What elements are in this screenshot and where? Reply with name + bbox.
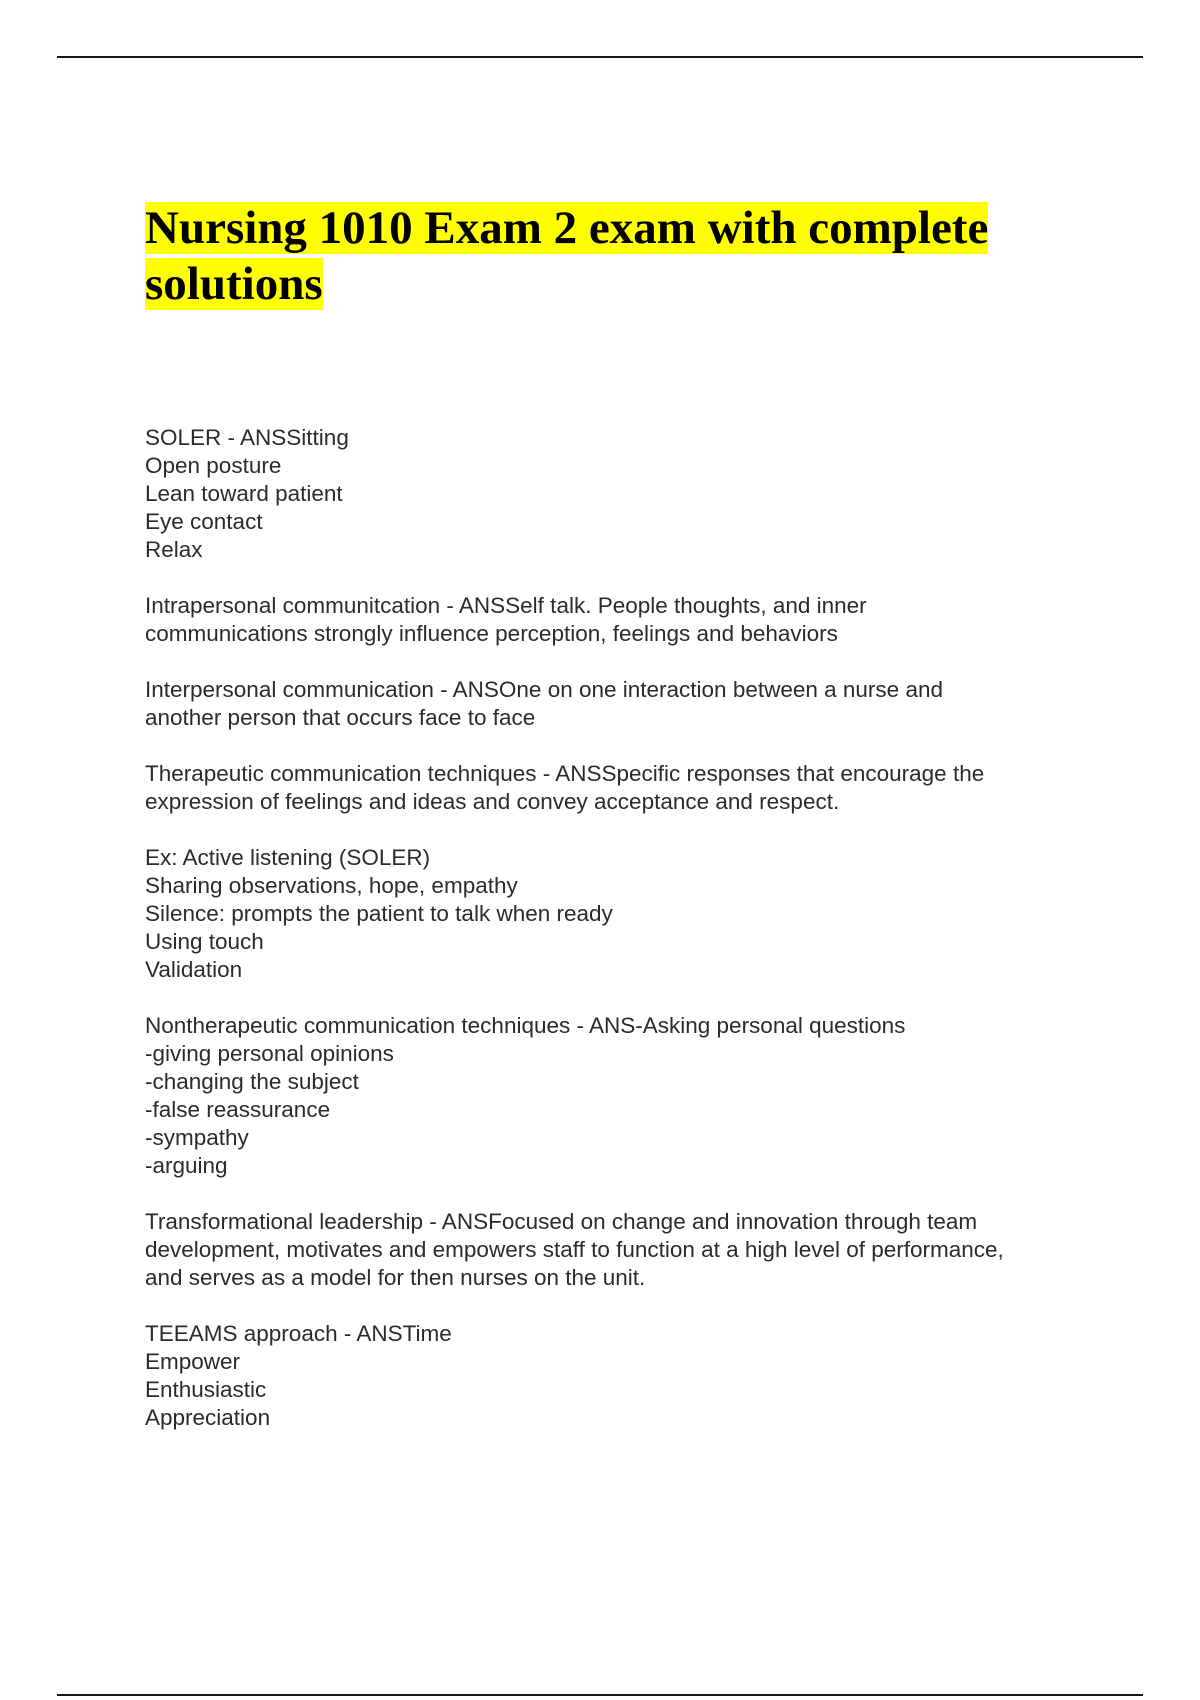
text-line: Validation	[145, 957, 243, 982]
page-title	[145, 200, 1095, 312]
text-line: Sharing observations, hope, empathy	[145, 873, 518, 898]
entry-examples	[145, 844, 1085, 984]
document-body	[145, 424, 1085, 1460]
text-line: development, motivates and empowers staff to function at a high level of performance,	[145, 1237, 1004, 1262]
entry-soler	[145, 424, 1085, 564]
text-line: Lean toward patient	[145, 481, 343, 506]
text-line: Ex: Active listening (SOLER)	[145, 845, 431, 870]
entry-teeams	[145, 1320, 1085, 1432]
text-line: Relax	[145, 537, 203, 562]
text-line: Therapeutic communication techniques - ANSSpecific responses that encourage the	[145, 761, 985, 786]
text-line: Eye contact	[145, 509, 263, 534]
text-line: and serves as a model for then nurses on the unit.	[145, 1265, 646, 1290]
entry-therapeutic	[145, 760, 1085, 816]
text-line: Appreciation	[145, 1405, 271, 1430]
text-line: Transformational leadership - ANSFocused on change and innovation through team	[145, 1209, 978, 1234]
text-line: Interpersonal communication - ANSOne on one interaction between a nurse and	[145, 677, 943, 702]
text-line: -arguing	[145, 1153, 228, 1178]
text-line: Using touch	[145, 929, 264, 954]
text-line: communications strongly influence perception, feelings and behaviors	[145, 621, 838, 646]
text-line: another person that occurs face to face	[145, 705, 536, 730]
text-line: TEEAMS approach - ANSTime	[145, 1321, 452, 1346]
text-line: -sympathy	[145, 1125, 249, 1150]
header-rule	[57, 56, 1143, 58]
footer-rule	[57, 1694, 1143, 1696]
text-line: expression of feelings and ideas and convey acceptance and respect.	[145, 789, 840, 814]
page-title-text: Nursing 1010 Exam 2 exam with complete solutions	[145, 202, 989, 310]
text-line: -false reassurance	[145, 1097, 331, 1122]
title-block	[145, 200, 1095, 312]
text-line: Silence: prompts the patient to talk when ready	[145, 901, 613, 926]
entry-transformational	[145, 1208, 1085, 1292]
entry-intrapersonal	[145, 592, 1085, 648]
text-line: Open posture	[145, 453, 282, 478]
entry-nontherapeutic	[145, 1012, 1085, 1180]
text-line: SOLER - ANSSitting	[145, 425, 349, 450]
text-line: Nontherapeutic communication techniques - ANS-Asking personal questions	[145, 1013, 906, 1038]
text-line: Enthusiastic	[145, 1377, 267, 1402]
text-line: Intrapersonal communitcation - ANSSelf talk. People thoughts, and inner	[145, 593, 867, 618]
entry-interpersonal	[145, 676, 1085, 732]
text-line: -giving personal opinions	[145, 1041, 394, 1066]
text-line: Empower	[145, 1349, 241, 1374]
text-line: -changing the subject	[145, 1069, 359, 1094]
